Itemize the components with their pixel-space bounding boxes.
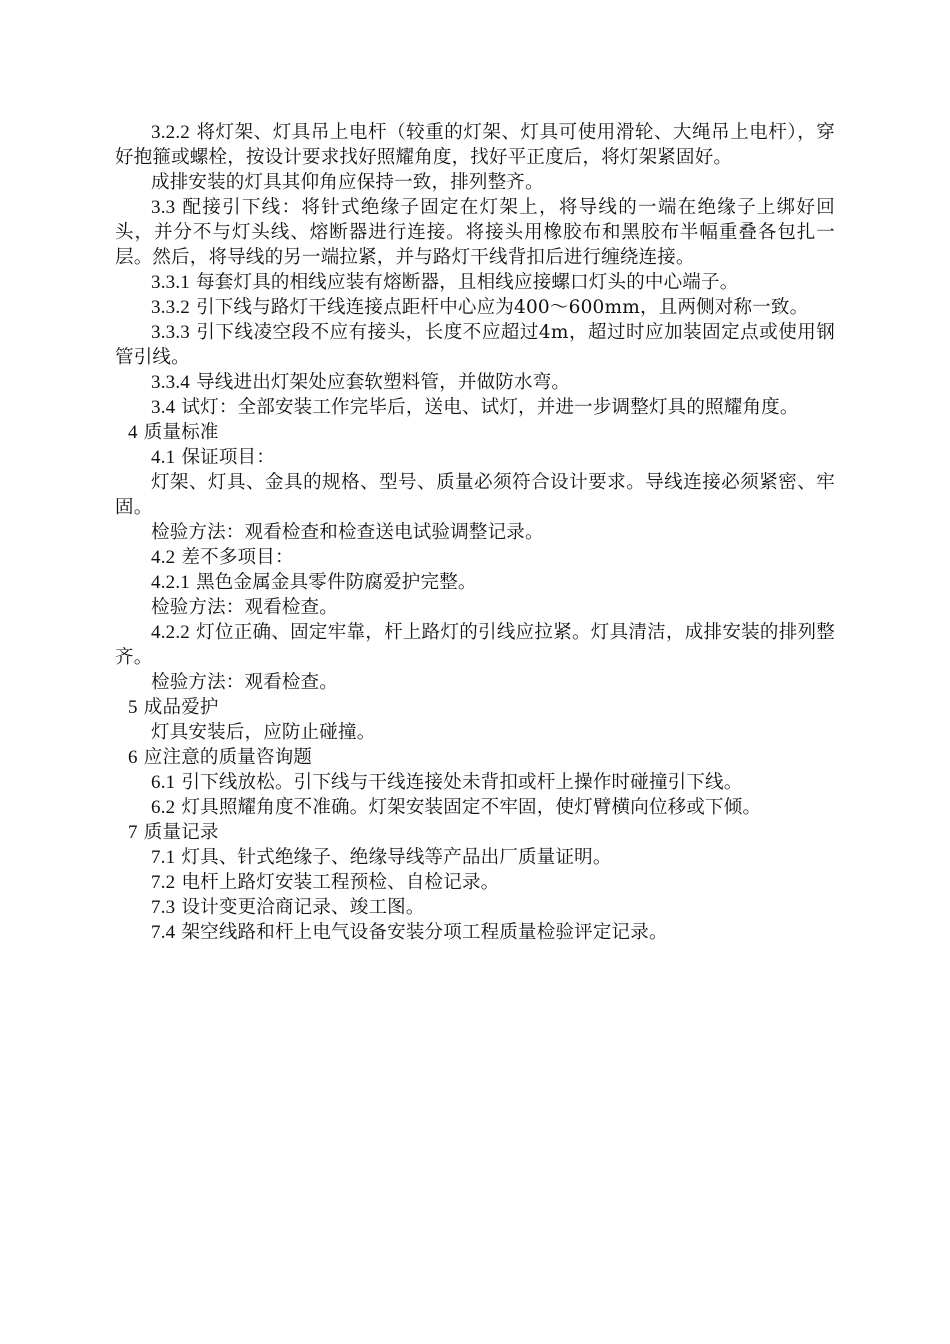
paragraph (115, 595, 835, 620)
paragraph (115, 370, 835, 395)
document-body (115, 120, 835, 945)
paragraph-text: 质量记录 (143, 822, 219, 843)
paragraph-text: 灯具安装后，应防止碰撞。 (151, 722, 376, 743)
section-heading (115, 420, 835, 445)
paragraph (115, 620, 835, 670)
clause-number: 4.2.1 (151, 572, 190, 593)
paragraph-text: 引下线凌空段不应有接头，长度不应超过4m，超过时应加装固定点或使用钢管引线。 (115, 322, 835, 368)
clause-number: 3.2.2 (151, 122, 190, 143)
clause-number: 6.1 (151, 772, 176, 793)
paragraph (115, 445, 835, 470)
clause-number: 7.4 (151, 922, 176, 943)
paragraph (115, 270, 835, 295)
paragraph (115, 470, 835, 520)
paragraph (115, 120, 835, 170)
paragraph-text: 成品爱护 (143, 697, 219, 718)
paragraph (115, 320, 835, 370)
clause-number: 4.1 (151, 447, 176, 468)
paragraph-text: 架空线路和杆上电气设备安装分项工程质量检验评定记录。 (181, 922, 668, 943)
clause-number: 6 (128, 747, 138, 768)
paragraph (115, 920, 835, 945)
paragraph-text: 每套灯具的相线应装有熔断器，且相线应接螺口灯头的中心端子。 (196, 272, 739, 293)
paragraph (115, 570, 835, 595)
paragraph-text: 灯具、针式绝缘子、绝缘导线等产品出厂质量证明。 (181, 847, 612, 868)
paragraph (115, 170, 835, 195)
paragraph (115, 545, 835, 570)
paragraph-text: 导线进出灯架处应套软塑料管，并做防水弯。 (196, 372, 571, 393)
clause-number: 4.2 (151, 547, 176, 568)
clause-number: 7 (128, 822, 138, 843)
paragraph-text: 保证项目： (181, 447, 275, 468)
paragraph (115, 720, 835, 745)
paragraph-text: 将灯架、灯具吊上电杆（较重的灯架、灯具可使用滑轮、大绳吊上电杆），穿好抱箍或螺栓，按设计要求找好照耀角度，找好平正度后，将灯架紧固好。 (115, 122, 835, 168)
clause-number: 3.3.4 (151, 372, 190, 393)
clause-number: 3.3 (151, 197, 176, 218)
paragraph-text: 差不多项目： (181, 547, 294, 568)
paragraph (115, 520, 835, 545)
section-heading (115, 745, 835, 770)
paragraph-text: 检验方法：观看检查和检查送电试验调整记录。 (151, 522, 544, 543)
paragraph (115, 795, 835, 820)
paragraph (115, 895, 835, 920)
paragraph-text: 配接引下线：将针式绝缘子固定在灯架上，将导线的一端在绝缘子上绑好回头，并分不与灯头线、熔断器进行连接。将接头用橡胶布和黑胶布半幅重叠各包扎一层。然后，将导线的另一端拉紧，并与路灯干线背扣后进行缠绕连接。 (115, 197, 835, 268)
paragraph (115, 870, 835, 895)
paragraph-text: 检验方法：观看检查。 (151, 597, 339, 618)
paragraph-text: 试灯：全部安装工作完毕后，送电、试灯，并进一步调整灯具的照耀角度。 (181, 397, 799, 418)
paragraph-text: 黑色金属金具零件防腐爱护完整。 (196, 572, 477, 593)
paragraph (115, 845, 835, 870)
paragraph-text: 设计变更洽商记录、竣工图。 (181, 897, 425, 918)
clause-number: 3.3.1 (151, 272, 190, 293)
clause-number: 7.3 (151, 897, 176, 918)
clause-number: 6.2 (151, 797, 176, 818)
clause-number: 7.1 (151, 847, 176, 868)
paragraph-text: 灯架、灯具、金具的规格、型号、质量必须符合设计要求。导线连接必须紧密、牢固。 (115, 472, 835, 518)
paragraph-text: 成排安装的灯具其仰角应保持一致，排列整齐。 (151, 172, 544, 193)
paragraph-text: 引下线与路灯干线连接点距杆中心应为400～600mm，且两侧对称一致。 (196, 297, 809, 318)
clause-number: 5 (128, 697, 138, 718)
paragraph-text: 检验方法：观看检查。 (151, 672, 339, 693)
paragraph (115, 670, 835, 695)
paragraph-text: 电杆上路灯安装工程预检、自检记录。 (181, 872, 500, 893)
clause-number: 3.3.3 (151, 322, 190, 343)
clause-number: 4.2.2 (151, 622, 190, 643)
clause-number: 3.3.2 (151, 297, 190, 318)
paragraph-text: 灯具照耀角度不准确。灯架安装固定不牢固，使灯臂横向位移或下倾。 (181, 797, 762, 818)
paragraph-text: 质量标准 (143, 422, 219, 443)
paragraph (115, 295, 835, 320)
clause-number: 4 (128, 422, 138, 443)
clause-number: 3.4 (151, 397, 176, 418)
clause-number: 7.2 (151, 872, 176, 893)
paragraph-text: 灯位正确、固定牢靠，杆上路灯的引线应拉紧。灯具清洁，成排安装的排列整齐。 (115, 622, 835, 668)
paragraph (115, 395, 835, 420)
section-heading (115, 820, 835, 845)
section-heading (115, 695, 835, 720)
paragraph (115, 195, 835, 270)
paragraph-text: 应注意的质量咨询题 (143, 747, 313, 768)
paragraph (115, 770, 835, 795)
paragraph-text: 引下线放松。引下线与干线连接处未背扣或杆上操作时碰撞引下线。 (181, 772, 743, 793)
